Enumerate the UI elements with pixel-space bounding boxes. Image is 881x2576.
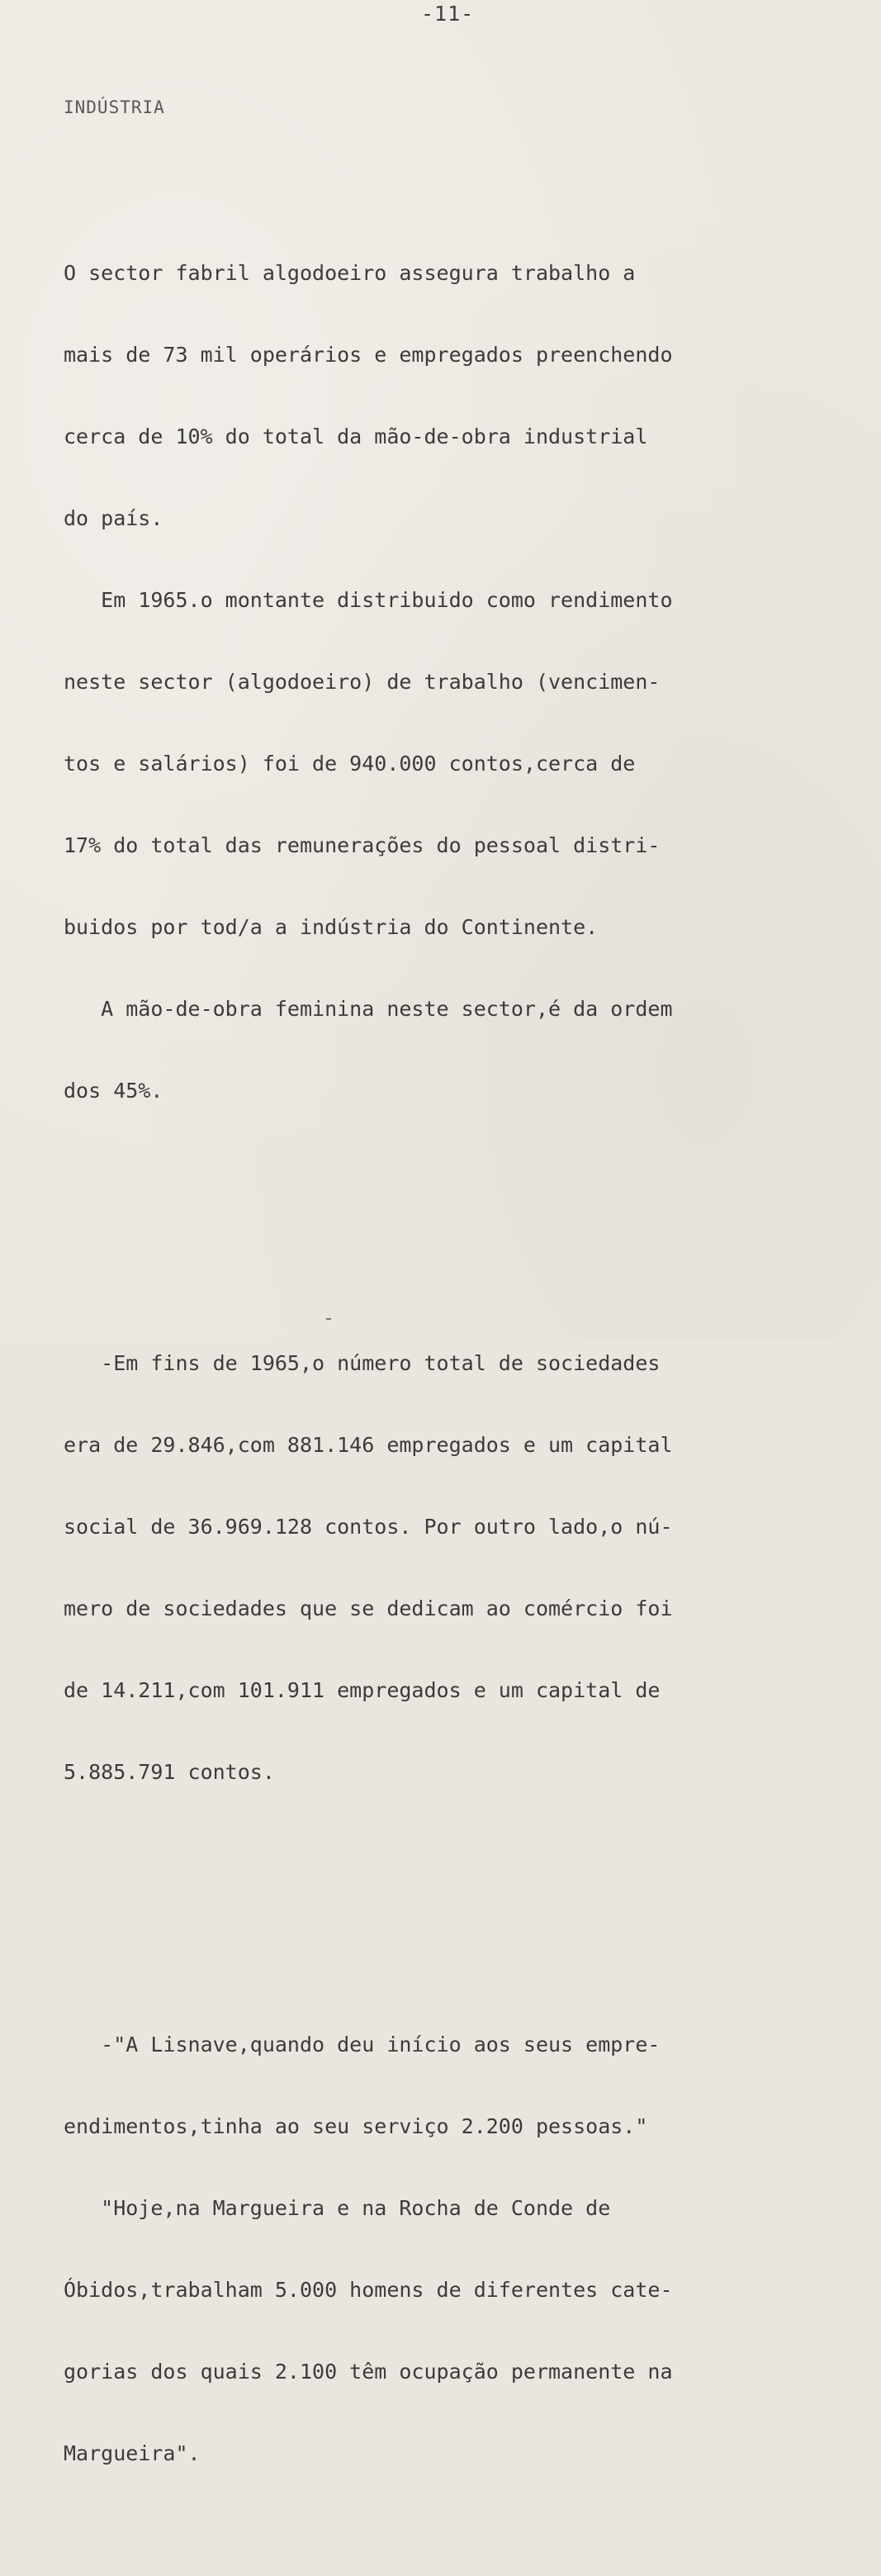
text-line: A mão-de-obra feminina neste sector,é da ordem: [64, 997, 673, 1021]
text-line: Óbidos,trabalham 5.000 homens de diferentes cate-: [64, 2278, 673, 2302]
text-line: tos e salários) foi de 940.000 contos,cerca de: [64, 752, 636, 776]
text-line: buidos por tod/a a indústria do Continente.: [64, 915, 599, 939]
text-line: era de 29.846,com 881.146 empregados e um capital: [64, 1433, 673, 1457]
text-line: mais de 73 mil operários e empregados preenchendo: [64, 343, 673, 367]
text-line: social de 36.969.128 contos. Por outro lado,o nú-: [64, 1515, 673, 1539]
section-heading: INDÚSTRIA: [64, 97, 165, 117]
paragraph-textile-sector: [64, 205, 856, 1159]
text-line: "Hoje,na Margueira e na Rocha de Conde de: [64, 2196, 611, 2220]
paper-mark: [326, 1318, 331, 1320]
text-line: O sector fabril algodoeiro assegura trabalho a: [64, 261, 636, 285]
text-line: -"A Lisnave,quando deu início aos seus empre-: [64, 2033, 661, 2057]
paragraph-lisnave: [64, 1976, 856, 2521]
text-line: de 14.211,com 101.911 empregados e um capital de: [64, 1678, 661, 1702]
text-line: endimentos,tinha ao seu serviço 2.200 pessoas.": [64, 2114, 648, 2138]
text-line: 17% do total das remunerações do pessoal distri-: [64, 833, 661, 857]
text-line: do país.: [64, 506, 163, 530]
text-line: neste sector (algodoeiro) de trabalho (vencimen-: [64, 670, 661, 694]
paragraph-spacer: [64, 1895, 856, 1922]
text-line: cerca de 10% do total da mão-de-obra industrial: [64, 425, 648, 448]
text-line: gorias dos quais 2.100 têm ocupação permanente na: [64, 2360, 673, 2384]
text-line: Em 1965.o montante distribuido como rendimento: [64, 588, 673, 612]
text-line: dos 45%.: [64, 1079, 163, 1103]
text-line: -Em fins de 1965,o número total de sociedades: [64, 1351, 661, 1375]
text-line: Margueira".: [64, 2441, 201, 2465]
document-body: [64, 150, 856, 2576]
paragraph-companies: [64, 1295, 856, 1840]
text-line: mero de sociedades que se dedicam ao comércio foi: [64, 1596, 673, 1620]
page-number: -11-: [421, 2, 475, 26]
text-line: 5.885.791 contos.: [64, 1760, 275, 1784]
paragraph-spacer: [64, 1213, 856, 1241]
